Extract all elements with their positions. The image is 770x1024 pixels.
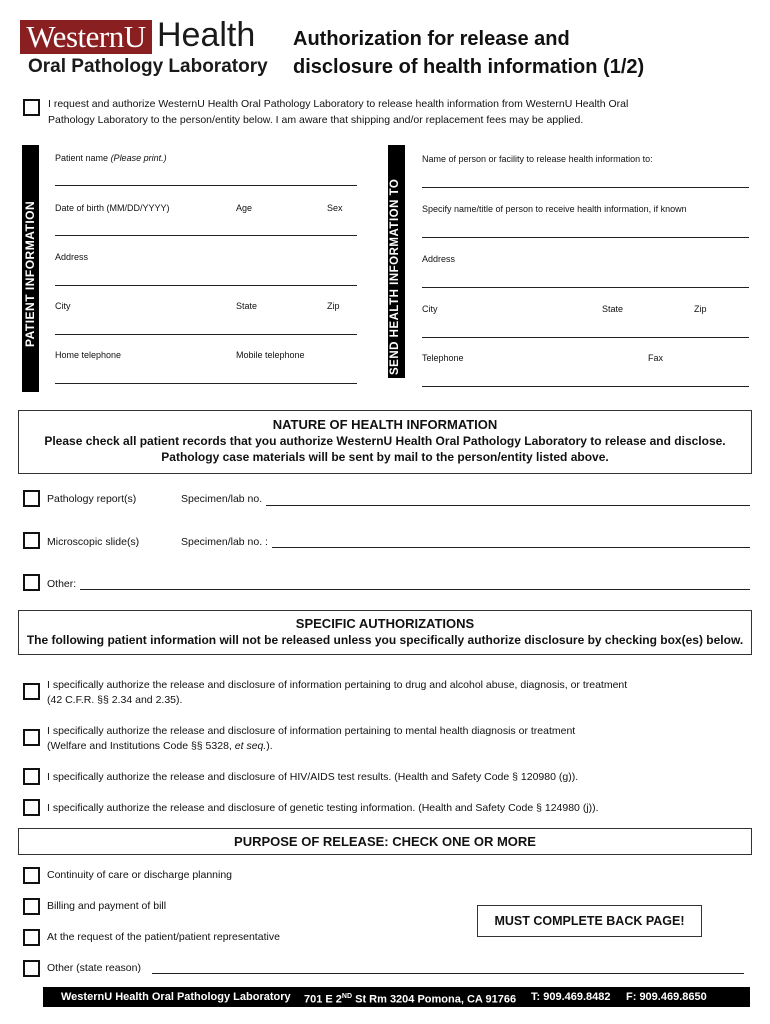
send-info-sidebar [388, 145, 405, 378]
other-nature-input[interactable] [80, 589, 750, 590]
mental-health-line-2 [47, 739, 575, 754]
mobile-phone-label: Mobile telephone [236, 350, 305, 360]
patient-city-state-zip-input[interactable] [55, 334, 357, 335]
mental-health-checkbox[interactable] [23, 729, 40, 746]
patient-request-checkbox[interactable] [23, 929, 40, 946]
patient-name-hint: (Please print.) [110, 153, 167, 163]
send-info-label: SEND HEALTH INFORMATION TO [389, 178, 401, 375]
patient-zip-label: Zip [327, 301, 340, 311]
mental-health-end: ). [266, 740, 273, 752]
home-phone-label: Home telephone [55, 350, 122, 360]
specify-input[interactable] [422, 237, 749, 238]
microscopic-slide-label: Microscopic slide(s) [47, 536, 140, 548]
title-line-1: Authorization for release and [293, 28, 570, 50]
hiv-aids-checkbox[interactable] [23, 768, 40, 785]
title-line-2: disclosure of health information (1/2) [293, 56, 645, 78]
other-nature-checkbox[interactable] [23, 574, 40, 591]
intro-text [48, 96, 628, 128]
specific-subtitle: The following patient information will not be released unless you specifically authorize disclosure by checking box(es) below. [26, 633, 744, 647]
specific-title: SPECIFIC AUTHORIZATIONS [295, 616, 475, 631]
intro-line-1: I request and authorize WesternU Health Oral Pathology Laboratory to release health information from WesternU Health Oral [48, 98, 629, 110]
age-label: Age [236, 203, 253, 213]
footer-bar [43, 987, 750, 1007]
logo-subtitle: Oral Pathology Laboratory [28, 56, 268, 77]
logo-brand: WesternU [20, 20, 152, 54]
footer-address-a: 701 E 2 [304, 993, 342, 1006]
billing-label: Billing and payment of bill [47, 900, 167, 912]
must-complete-notice: MUST COMPLETE BACK PAGE! [477, 905, 702, 937]
mental-health-etseq: et seq. [234, 740, 267, 752]
drug-alcohol-text [47, 678, 627, 708]
other-nature-label: Other: [47, 578, 77, 590]
send-city-state-zip-input[interactable] [422, 337, 749, 338]
recipient-input[interactable] [422, 187, 749, 188]
specific-box [18, 610, 752, 655]
patient-city-label: City [55, 301, 71, 311]
send-address-label: Address [422, 254, 456, 264]
send-telephone-label: Telephone [422, 353, 464, 363]
patient-info-sidebar [22, 145, 39, 392]
recipient-label: Name of person or facility to release health information to: [422, 154, 653, 164]
specify-label: Specify name/title of person to receive health information, if known [422, 204, 687, 214]
send-zip-label: Zip [694, 304, 707, 314]
footer-address-b: St Rm 3204 Pomona, CA 91766 [352, 993, 517, 1006]
dob-age-sex-input[interactable] [55, 235, 357, 236]
patient-state-label: State [236, 301, 258, 311]
drug-alcohol-checkbox[interactable] [23, 683, 40, 700]
pathology-specimen-label: Specimen/lab no. [181, 493, 263, 505]
send-address-input[interactable] [422, 287, 749, 288]
dob-label: Date of birth (MM/DD/YYYY) [55, 203, 170, 213]
page-title [293, 25, 713, 81]
logo-health: Health [157, 16, 256, 54]
genetic-testing-checkbox[interactable] [23, 799, 40, 816]
pathology-specimen-input[interactable] [266, 505, 750, 506]
patient-request-label: At the request of the patient/patient representative [47, 931, 280, 943]
nature-line-1: Please check all patient records that you authorize WesternU Health Oral Pathology Laboratory to release and disclose. [44, 434, 726, 448]
patient-name-text: Patient name [55, 153, 109, 163]
patient-name-input[interactable] [55, 185, 357, 186]
footer-phone: T: 909.469.8482 [531, 991, 611, 1003]
nature-line-2: Pathology case materials will be sent by mail to the person/entity listed above. [161, 450, 609, 464]
footer-address-sup: ND [341, 993, 353, 1000]
other-reason-input[interactable] [152, 973, 744, 974]
purpose-box [18, 828, 752, 855]
mental-health-code: (Welfare and Institutions Code §§ 5328, [47, 740, 235, 752]
send-fax-label: Fax [648, 353, 664, 363]
footer-org: WesternU Health Oral Pathology Laboratory [61, 991, 291, 1003]
footer-fax: F: 909.469.8650 [626, 991, 707, 1003]
purpose-title: PURPOSE OF RELEASE: CHECK ONE OR MORE [234, 834, 536, 849]
other-reason-label: Other (state reason) [47, 962, 141, 974]
patient-info-label: PATIENT INFORMATION [23, 200, 37, 347]
microscopic-slide-checkbox[interactable] [23, 532, 40, 549]
pathology-report-checkbox[interactable] [23, 490, 40, 507]
intro-authorize-checkbox[interactable] [23, 99, 40, 116]
microscopic-specimen-label: Specimen/lab no. : [181, 536, 268, 548]
send-city-label: City [422, 304, 438, 314]
patient-address-label: Address [55, 252, 89, 262]
sex-label: Sex [327, 203, 343, 213]
nature-title: NATURE OF HEALTH INFORMATION [272, 417, 498, 432]
continuity-care-label: Continuity of care or discharge planning [47, 869, 233, 881]
other-reason-checkbox[interactable] [23, 960, 40, 977]
genetic-testing-text: I specifically authorize the release and disclosure of genetic testing information. (Health and Safety Code § 124980 (j)). [47, 802, 599, 814]
drug-alcohol-line-2: (42 C.F.R. §§ 2.34 and 2.35). [47, 694, 183, 706]
footer-address [304, 987, 516, 1010]
patient-name-label [55, 153, 167, 163]
patient-address-input[interactable] [55, 285, 357, 286]
pathology-report-label: Pathology report(s) [47, 493, 137, 505]
billing-checkbox[interactable] [23, 898, 40, 915]
send-state-label: State [602, 304, 624, 314]
continuity-care-checkbox[interactable] [23, 867, 40, 884]
send-phone-fax-input[interactable] [422, 386, 749, 387]
nature-box [18, 410, 752, 474]
intro-line-2: Pathology Laboratory to the person/entity below. I am aware that shipping and/or replacement fees may be applied. [48, 114, 584, 126]
mental-health-line-1: I specifically authorize the release and disclosure of information pertaining to mental health diagnosis or treatment [47, 725, 576, 737]
mental-health-text [47, 724, 575, 754]
drug-alcohol-line-1: I specifically authorize the release and disclosure of information pertaining to drug and alcohol abuse, diagnosis, or treatment [47, 679, 628, 691]
phone-input[interactable] [55, 383, 357, 384]
microscopic-specimen-input[interactable] [272, 547, 750, 548]
hiv-aids-text: I specifically authorize the release and disclosure of HIV/AIDS test results. (Health and Safety Code § 120980 (g)). [47, 771, 579, 783]
